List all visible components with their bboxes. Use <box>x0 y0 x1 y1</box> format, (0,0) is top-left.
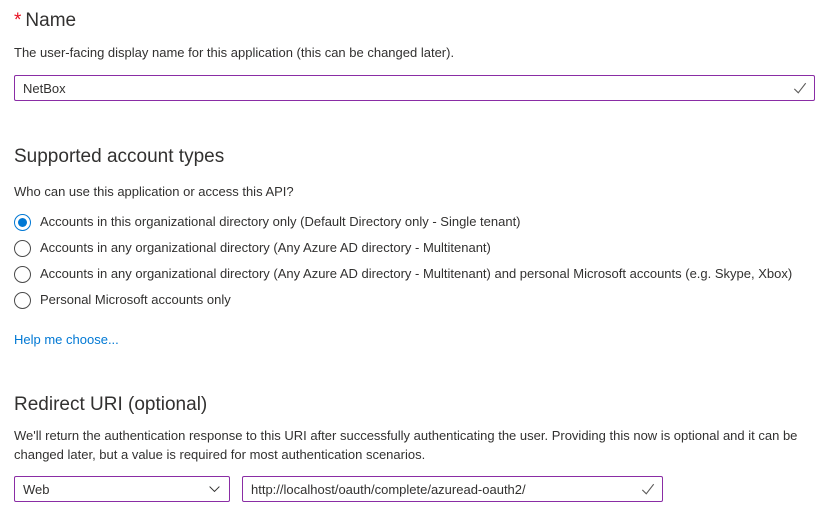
name-input-wrap <box>14 75 815 101</box>
name-field-title-text: Name <box>25 10 77 31</box>
name-input[interactable] <box>14 75 815 101</box>
platform-select[interactable] <box>14 476 230 502</box>
radio-button[interactable] <box>14 266 31 283</box>
redirect-uri-controls <box>14 476 815 502</box>
help-me-choose-link[interactable]: Help me choose... <box>14 332 119 347</box>
radio-button[interactable] <box>14 214 31 231</box>
account-type-option-multitenant[interactable] <box>14 235 815 261</box>
redirect-uri-input-wrap <box>242 476 663 502</box>
redirect-uri-title: Redirect URI (optional) <box>14 394 208 415</box>
platform-select-value: Web <box>23 481 50 497</box>
radio-label: Accounts in any organizational directory (Any Azure AD directory - Multitenant) <box>40 240 491 255</box>
redirect-uri-description: We'll return the authentication response to this URI after successfully authenticating the user. Providing this now is optional and it can be changed later, but a value is required for most authentication scenarios. <box>14 428 798 462</box>
chevron-down-icon <box>208 483 221 496</box>
radio-label: Personal Microsoft accounts only <box>40 292 231 307</box>
name-field-title <box>14 8 815 34</box>
radio-button[interactable] <box>14 292 31 309</box>
required-marker: * <box>14 10 22 31</box>
radio-button[interactable] <box>14 240 31 257</box>
account-types-question: Who can use this application or access this API? <box>14 184 294 199</box>
account-type-option-multitenant-personal[interactable] <box>14 261 815 287</box>
supported-account-types-title: Supported account types <box>14 146 225 167</box>
name-field-description: The user-facing display name for this application (this can be changed later). <box>14 45 455 60</box>
redirect-uri-input[interactable] <box>242 476 663 502</box>
account-types-radio-group <box>14 209 815 313</box>
radio-label: Accounts in this organizational directory only (Default Directory only - Single tenant) <box>40 214 521 229</box>
radio-label: Accounts in any organizational directory (Any Azure AD directory - Multitenant) and personal Microsoft accounts (e.g. Skype, Xbox) <box>40 266 793 281</box>
account-type-option-personal-only[interactable] <box>14 287 815 313</box>
account-type-option-single-tenant[interactable] <box>14 209 815 235</box>
